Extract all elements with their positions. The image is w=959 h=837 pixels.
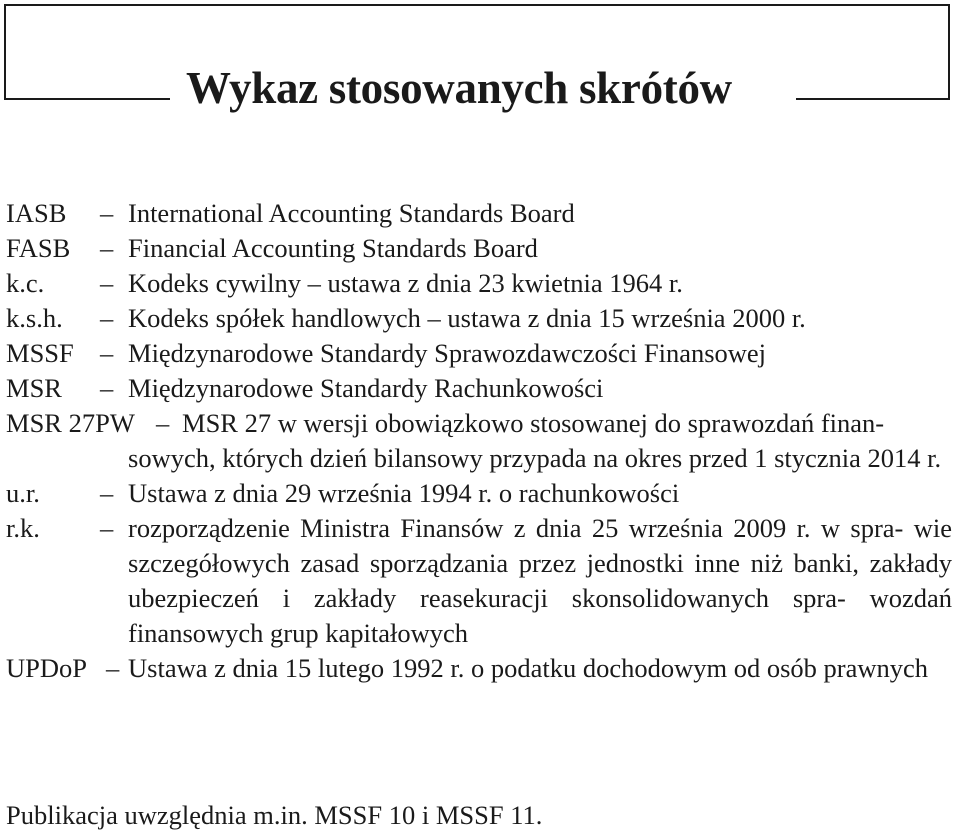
abbreviation-entry [6, 196, 952, 231]
abbreviation-definition: International Accounting Standards Board [128, 198, 575, 228]
abbreviation-definition: Ustawa z dnia 15 lutego 1992 r. o podatku dochodowym od osób prawnych [128, 653, 929, 683]
abbreviation-entry [6, 231, 952, 266]
abbreviation-entry [6, 406, 952, 476]
entry-dash: – [100, 338, 114, 368]
title-rule-left [4, 98, 170, 100]
page-title: Wykaz stosowanych skrótów [186, 63, 732, 113]
abbreviation-definition: Kodeks cywilny – ustawa z dnia 23 kwietnia 1964 r. [128, 268, 683, 298]
abbreviation-term: k.c. [6, 268, 45, 298]
abbreviation-entry [6, 476, 952, 511]
abbreviation-term: IASB [6, 198, 67, 228]
abbreviation-term: r.k. [6, 513, 40, 543]
abbreviation-list [6, 196, 952, 686]
entry-dash: – [156, 408, 170, 438]
abbreviation-definition: rozporządzenie Ministra Finansów z dnia 25 września 2009 r. w spra- wie szczegółowych zasad sporządzania przez jednostki inne niż banki, zakłady ubezpieczeń i zakłady reasekuracji skonsolidowanych spra- wozdań finansowych grup kapitałowych [128, 513, 952, 648]
abbreviation-definition: Ustawa z dnia 29 września 1994 r. o rachunkowości [128, 478, 680, 508]
abbreviation-term: FASB [6, 233, 71, 263]
abbreviation-entry [6, 336, 952, 371]
entry-dash: – [100, 233, 114, 263]
title-rule-right [796, 98, 950, 100]
abbreviation-definition: Kodeks spółek handlowych – ustawa z dnia 15 września 2000 r. [128, 303, 806, 333]
abbreviation-definition: Międzynarodowe Standardy Sprawozdawczości Finansowej [128, 338, 767, 368]
entry-dash: – [100, 513, 114, 543]
abbreviation-definition: Międzynarodowe Standardy Rachunkowości [128, 373, 604, 403]
abbreviation-term: MSR [6, 373, 62, 403]
entry-dash: – [100, 373, 114, 403]
entry-dash: – [100, 268, 114, 298]
abbreviation-definition-lead: MSR 27 w wersji obowiązkowo stosowanej do sprawozdań finan- [182, 408, 885, 438]
abbreviation-entry [6, 266, 952, 301]
abbreviation-definition: sowych, których dzień bilansowy przypada na okres przed 1 stycznia 2014 r. [128, 443, 942, 473]
abbreviation-term: UPDoP [6, 653, 88, 683]
abbreviation-entry [6, 301, 952, 336]
abbreviation-entry [6, 651, 952, 686]
entry-dash: – [100, 198, 114, 228]
abbreviation-term: MSR 27PW [6, 408, 135, 438]
entry-dash: – [106, 653, 120, 683]
footer-note: Publikacja uwzględnia m.in. MSSF 10 i MSSF 11. [6, 800, 543, 830]
abbreviation-term: k.s.h. [6, 303, 63, 333]
abbreviation-term: MSSF [6, 338, 74, 368]
abbreviation-entry [6, 511, 952, 651]
entry-dash: – [100, 478, 114, 508]
abbreviation-term: u.r. [6, 478, 40, 508]
abbreviation-entry [6, 371, 952, 406]
entry-dash: – [100, 303, 114, 333]
abbreviation-definition: Financial Accounting Standards Board [128, 233, 538, 263]
